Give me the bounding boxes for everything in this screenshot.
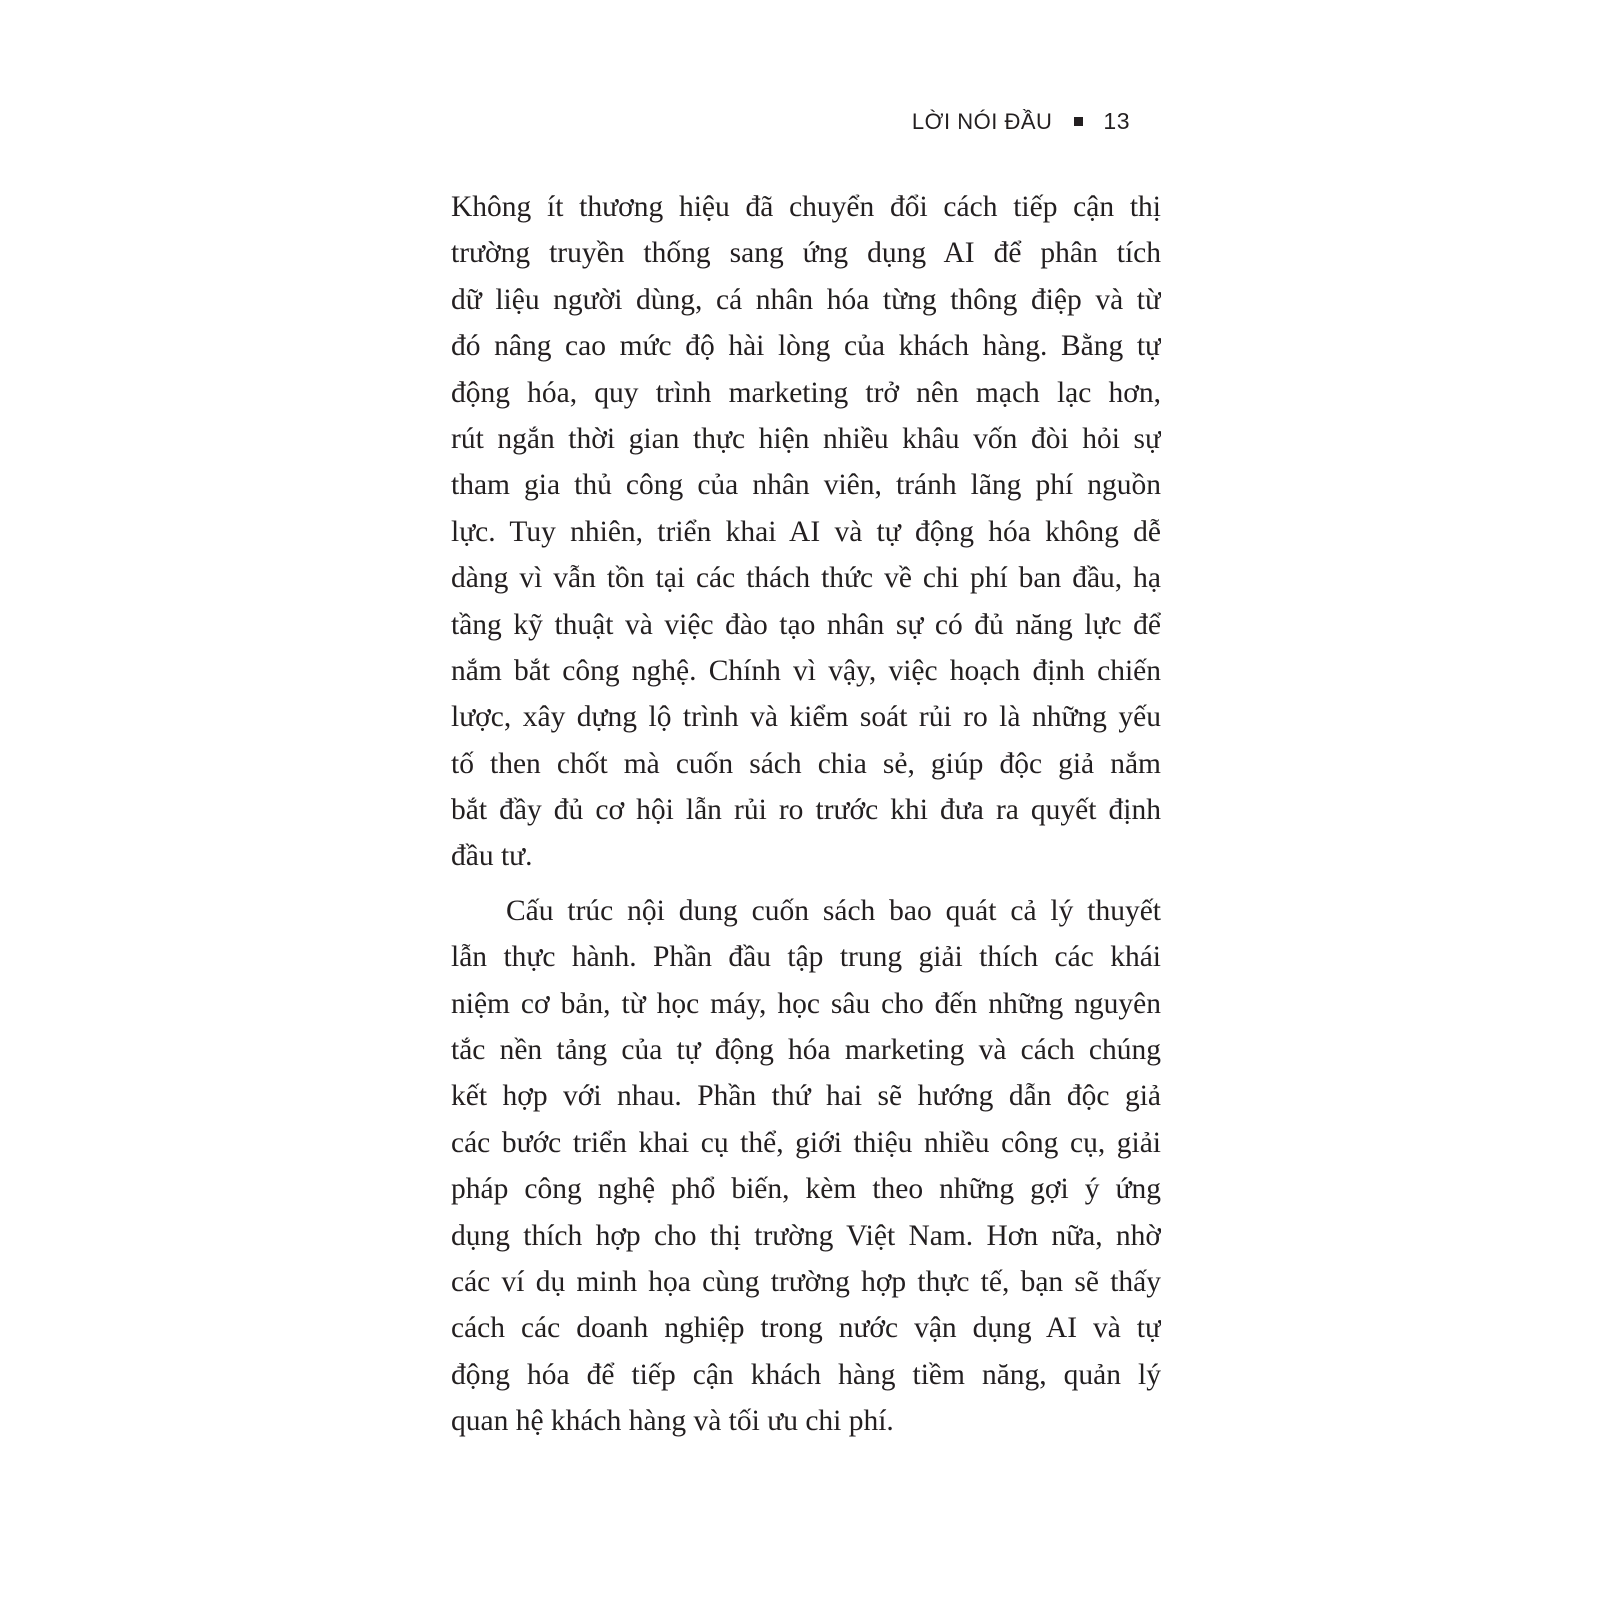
text-line: động hóa để tiếp cận khách hàng tiềm năng, quản lý [451, 1358, 1161, 1391]
text-line: kết hợp với nhau. Phần thứ hai sẽ hướng dẫn độc giả [451, 1080, 1161, 1113]
page-number: 13 [1103, 108, 1130, 134]
text-line: trường truyền thống sang ứng dụng AI để phân tích [451, 237, 1161, 270]
text-line: niệm cơ bản, từ học máy, học sâu cho đến những nguyên [451, 987, 1161, 1020]
paragraph-2 [451, 888, 1161, 1445]
body-text [451, 184, 1161, 1445]
text-line: đó nâng cao mức độ hài lòng của khách hàng. Bằng tự [451, 330, 1161, 363]
text-line: rút ngắn thời gian thực hiện nhiều khâu vốn đòi hỏi sự [451, 422, 1161, 455]
square-bullet-icon [1074, 117, 1083, 126]
text-line: lẫn thực hành. Phần đầu tập trung giải thích các khái [451, 941, 1161, 974]
paragraph-gap [451, 880, 1161, 888]
text-line: tầng kỹ thuật và việc đào tạo nhân sự có đủ năng lực để [451, 608, 1161, 641]
text-line: động hóa, quy trình marketing trở nên mạch lạc hơn, [451, 376, 1161, 409]
running-header [912, 108, 1130, 135]
text-line: bắt đầy đủ cơ hội lẫn rủi ro trước khi đưa ra quyết định [451, 794, 1161, 827]
text-line: dụng thích hợp cho thị trường Việt Nam. Hơn nữa, nhờ [451, 1219, 1161, 1252]
paragraph-1 [451, 184, 1161, 880]
text-line: tắc nền tảng của tự động hóa marketing và cách chúng [451, 1034, 1161, 1067]
text-line: pháp công nghệ phổ biến, kèm theo những gợi ý ứng [451, 1173, 1161, 1206]
text-line: dữ liệu người dùng, cá nhân hóa từng thông điệp và từ [451, 283, 1161, 316]
text-line: tham gia thủ công của nhân viên, tránh lãng phí nguồn [451, 469, 1161, 502]
text-line: Cấu trúc nội dung cuốn sách bao quát cả lý thuyết [506, 894, 1161, 927]
text-line: tố then chốt mà cuốn sách chia sẻ, giúp độc giả nắm [451, 747, 1161, 780]
text-line: cách các doanh nghiệp trong nước vận dụng AI và tự [451, 1312, 1161, 1345]
text-line: nắm bắt công nghệ. Chính vì vậy, việc hoạch định chiến [451, 654, 1161, 687]
text-line: các bước triển khai cụ thể, giới thiệu nhiều công cụ, giải [451, 1126, 1161, 1159]
text-line: dàng vì vẫn tồn tại các thách thức về chi phí ban đầu, hạ [451, 562, 1161, 595]
chapter-title: LỜI NÓI ĐẦU [911, 108, 1053, 134]
text-line: quan hệ khách hàng và tối ưu chi phí. [451, 1405, 894, 1438]
text-line: lực. Tuy nhiên, triển khai AI và tự động hóa không dễ [451, 515, 1161, 548]
text-line: các ví dụ minh họa cùng trường hợp thực tế, bạn sẽ thấy [451, 1265, 1161, 1298]
text-line: đầu tư. [451, 840, 533, 873]
text-line: Không ít thương hiệu đã chuyển đổi cách tiếp cận thị [451, 191, 1161, 223]
text-line: lược, xây dựng lộ trình và kiểm soát rủi ro là những yếu [451, 701, 1161, 734]
